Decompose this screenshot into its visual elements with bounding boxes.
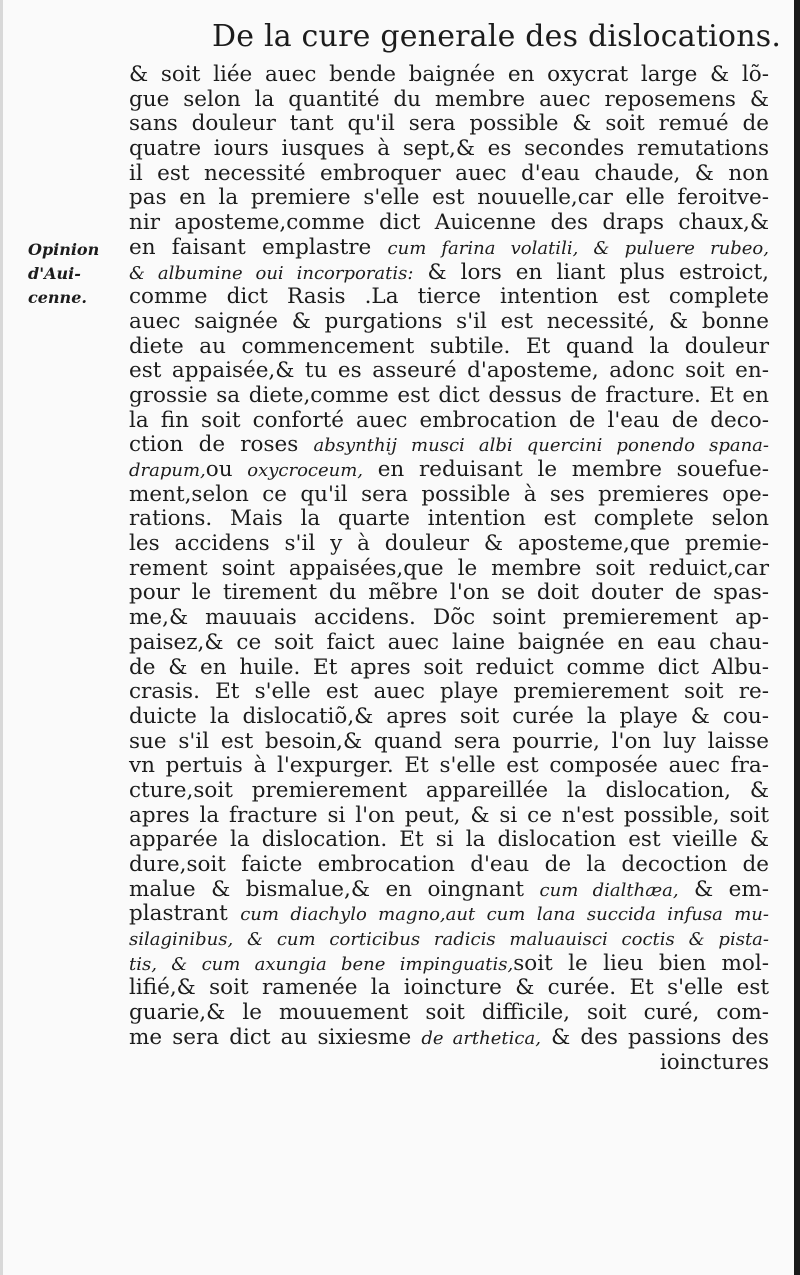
latin-italic-text: de arthetica, <box>421 1027 541 1049</box>
text-segment: comme dict Rasis .La tierce intention est complete <box>129 284 769 310</box>
text-line <box>129 458 769 483</box>
text-line <box>129 1026 769 1051</box>
text-segment: lifié,& soit ramenée la ioincture & curée. Et s'elle est <box>129 975 769 1001</box>
text-segment: crasis. Et s'elle est auec playe premierement soit re- <box>129 679 769 705</box>
text-segment: rations. Mais la quarte intention est complete selon <box>129 506 769 532</box>
text-line <box>129 557 769 582</box>
text-segment: ou <box>205 457 248 482</box>
text-line <box>129 359 769 384</box>
text-segment: & soit liée auec bende baignée en oxycrat large & lõ- <box>129 62 769 87</box>
text-segment: & em- <box>678 876 769 902</box>
text-segment: pas en la premiere s'elle est nouuelle,car elle feroitve- <box>129 185 769 211</box>
text-segment: gue selon la quantité du membre auec reposemens & <box>129 86 769 112</box>
text-line <box>129 335 769 360</box>
text-segment: guarie,& le mouuement soit difficile, soit curé, com- <box>129 1000 769 1026</box>
text-line <box>129 532 769 557</box>
text-line <box>129 656 769 681</box>
body-text <box>129 63 769 1075</box>
text-line <box>129 88 769 113</box>
text-line <box>129 112 769 137</box>
text-line <box>129 1051 769 1076</box>
text-segment: apres la fracture si l'on peut, & si ce n'est possible, soit <box>129 802 769 828</box>
text-segment: vn pertuis à l'expurger. Et s'elle est composée auec fra- <box>129 753 769 779</box>
latin-italic-text: & albumine oui incorporatis: <box>129 262 414 284</box>
text-segment: en faisant emplastre <box>129 234 388 260</box>
text-segment: me,& mauuais accidens. Dõc soint premierement ap- <box>129 605 769 631</box>
text-segment: de & en huile. Et apres soit reduict comme dict Albu- <box>129 654 769 680</box>
text-segment: plastrant <box>129 901 241 927</box>
margin-note-line: cenne. <box>28 288 87 307</box>
text-line <box>129 705 769 730</box>
text-line <box>129 927 769 952</box>
text-segment: il est necessité embroquer auec d'eau chaude, & non <box>129 160 769 186</box>
text-segment: est appaisée,& tu es asseuré d'aposteme, adonc soit en- <box>129 358 769 384</box>
text-segment: me sera dict au sixiesme <box>129 1024 422 1050</box>
text-segment: cture,soit premierement appareillée la dislocation, & <box>129 777 769 803</box>
latin-italic-text: absynthij musci albi quercini ponendo spana- <box>313 435 769 457</box>
text-segment: grossie sa diete,comme est dict dessus de fracture. Et en <box>129 382 769 408</box>
page-left-edge <box>0 0 3 1275</box>
text-segment: soit le lieu bien mol- <box>513 950 769 976</box>
latin-italic-text: silaginibus, & cum corticibus radicis maluauisci coctis & pista- <box>129 929 769 951</box>
latin-italic-text: drapum, <box>129 460 206 481</box>
text-line <box>129 507 769 532</box>
text-line <box>129 878 769 903</box>
text-segment: apparée la dislocation. Et si la dislocation est vieille & <box>129 827 769 853</box>
text-segment: sue s'il est besoin,& quand sera pourrie, l'on luy laisse <box>129 728 769 754</box>
text-line <box>129 952 769 977</box>
text-line <box>129 779 769 804</box>
text-segment: en reduisant le membre souefue- <box>363 457 769 482</box>
text-segment: dure,soit faicte embrocation d'eau de la decoction de <box>129 852 769 877</box>
text-line <box>129 186 769 211</box>
latin-italic-text: cum dialthæa, <box>539 879 679 901</box>
text-line <box>129 236 769 261</box>
text-line <box>129 261 769 286</box>
latin-italic-text: oxycroceum, <box>247 460 364 481</box>
text-line <box>129 1001 769 1026</box>
text-segment: ioinctures <box>659 1049 769 1075</box>
text-line <box>129 804 769 829</box>
text-line <box>129 828 769 853</box>
text-segment: ction de roses <box>129 432 314 458</box>
text-line <box>129 853 769 878</box>
text-segment: les accidens s'il y à douleur & aposteme,que premie- <box>129 531 769 557</box>
text-line <box>129 631 769 656</box>
margin-note-line: d'Aui- <box>28 264 81 283</box>
text-segment: quatre iours iusques à sept,& es secondes remutations <box>129 136 769 162</box>
text-line <box>129 754 769 779</box>
latin-italic-text: cum diachylo magno,aut cum lana succida infusa mu- <box>240 904 769 926</box>
text-segment: duicte la dislocatiõ,& apres soit curée la playe & cou- <box>129 703 769 729</box>
text-line <box>129 384 769 409</box>
text-line <box>129 162 769 187</box>
page-right-edge <box>794 0 800 1275</box>
text-segment: diete au commencement subtile. Et quand la douleur <box>129 333 769 359</box>
text-segment: nir aposteme,comme dict Auicenne des draps chaux,& <box>129 210 769 236</box>
text-segment: & des passions des <box>540 1024 769 1050</box>
text-segment: paisez,& ce soit faict auec laine baignée en eau chau- <box>129 629 769 655</box>
latin-italic-text: tis, & cum axungia bene impinguatis, <box>129 953 514 975</box>
text-segment: la fin soit conforté auec embrocation de l'eau de deco- <box>129 407 769 433</box>
text-line <box>129 680 769 705</box>
text-line <box>129 606 769 631</box>
text-segment: & lors en liant plus estroict, <box>413 259 769 285</box>
text-segment: malue & bismalue,& en oingnant <box>129 876 540 902</box>
text-line <box>129 310 769 335</box>
text-line <box>129 409 769 434</box>
margin-note <box>28 238 124 310</box>
latin-italic-text: cum farina volatili, & puluere rubeo, <box>387 237 769 259</box>
text-line <box>129 211 769 236</box>
text-line <box>129 730 769 755</box>
text-line <box>129 137 769 162</box>
margin-note-line: Opinion <box>28 240 100 259</box>
text-segment: sans douleur tant qu'il sera possible & soit remué de <box>129 111 769 137</box>
text-line <box>129 433 769 458</box>
text-line <box>129 63 769 88</box>
text-segment: auec saignée & purgations s'il est necessité, & bonne <box>129 308 769 334</box>
text-line <box>129 285 769 310</box>
text-line <box>129 483 769 508</box>
text-line <box>129 976 769 1001</box>
text-segment: pour le tirement du mẽbre l'on se doit douter de spas- <box>129 580 769 606</box>
running-title: De la cure generale des dislocations. <box>212 19 782 54</box>
text-line <box>129 902 769 927</box>
text-line <box>129 581 769 606</box>
text-segment: rement soint appaisées,que le membre soit reduict,car <box>129 555 769 581</box>
text-segment: ment,selon ce qu'il sera possible à ses premieres ope- <box>129 481 769 507</box>
